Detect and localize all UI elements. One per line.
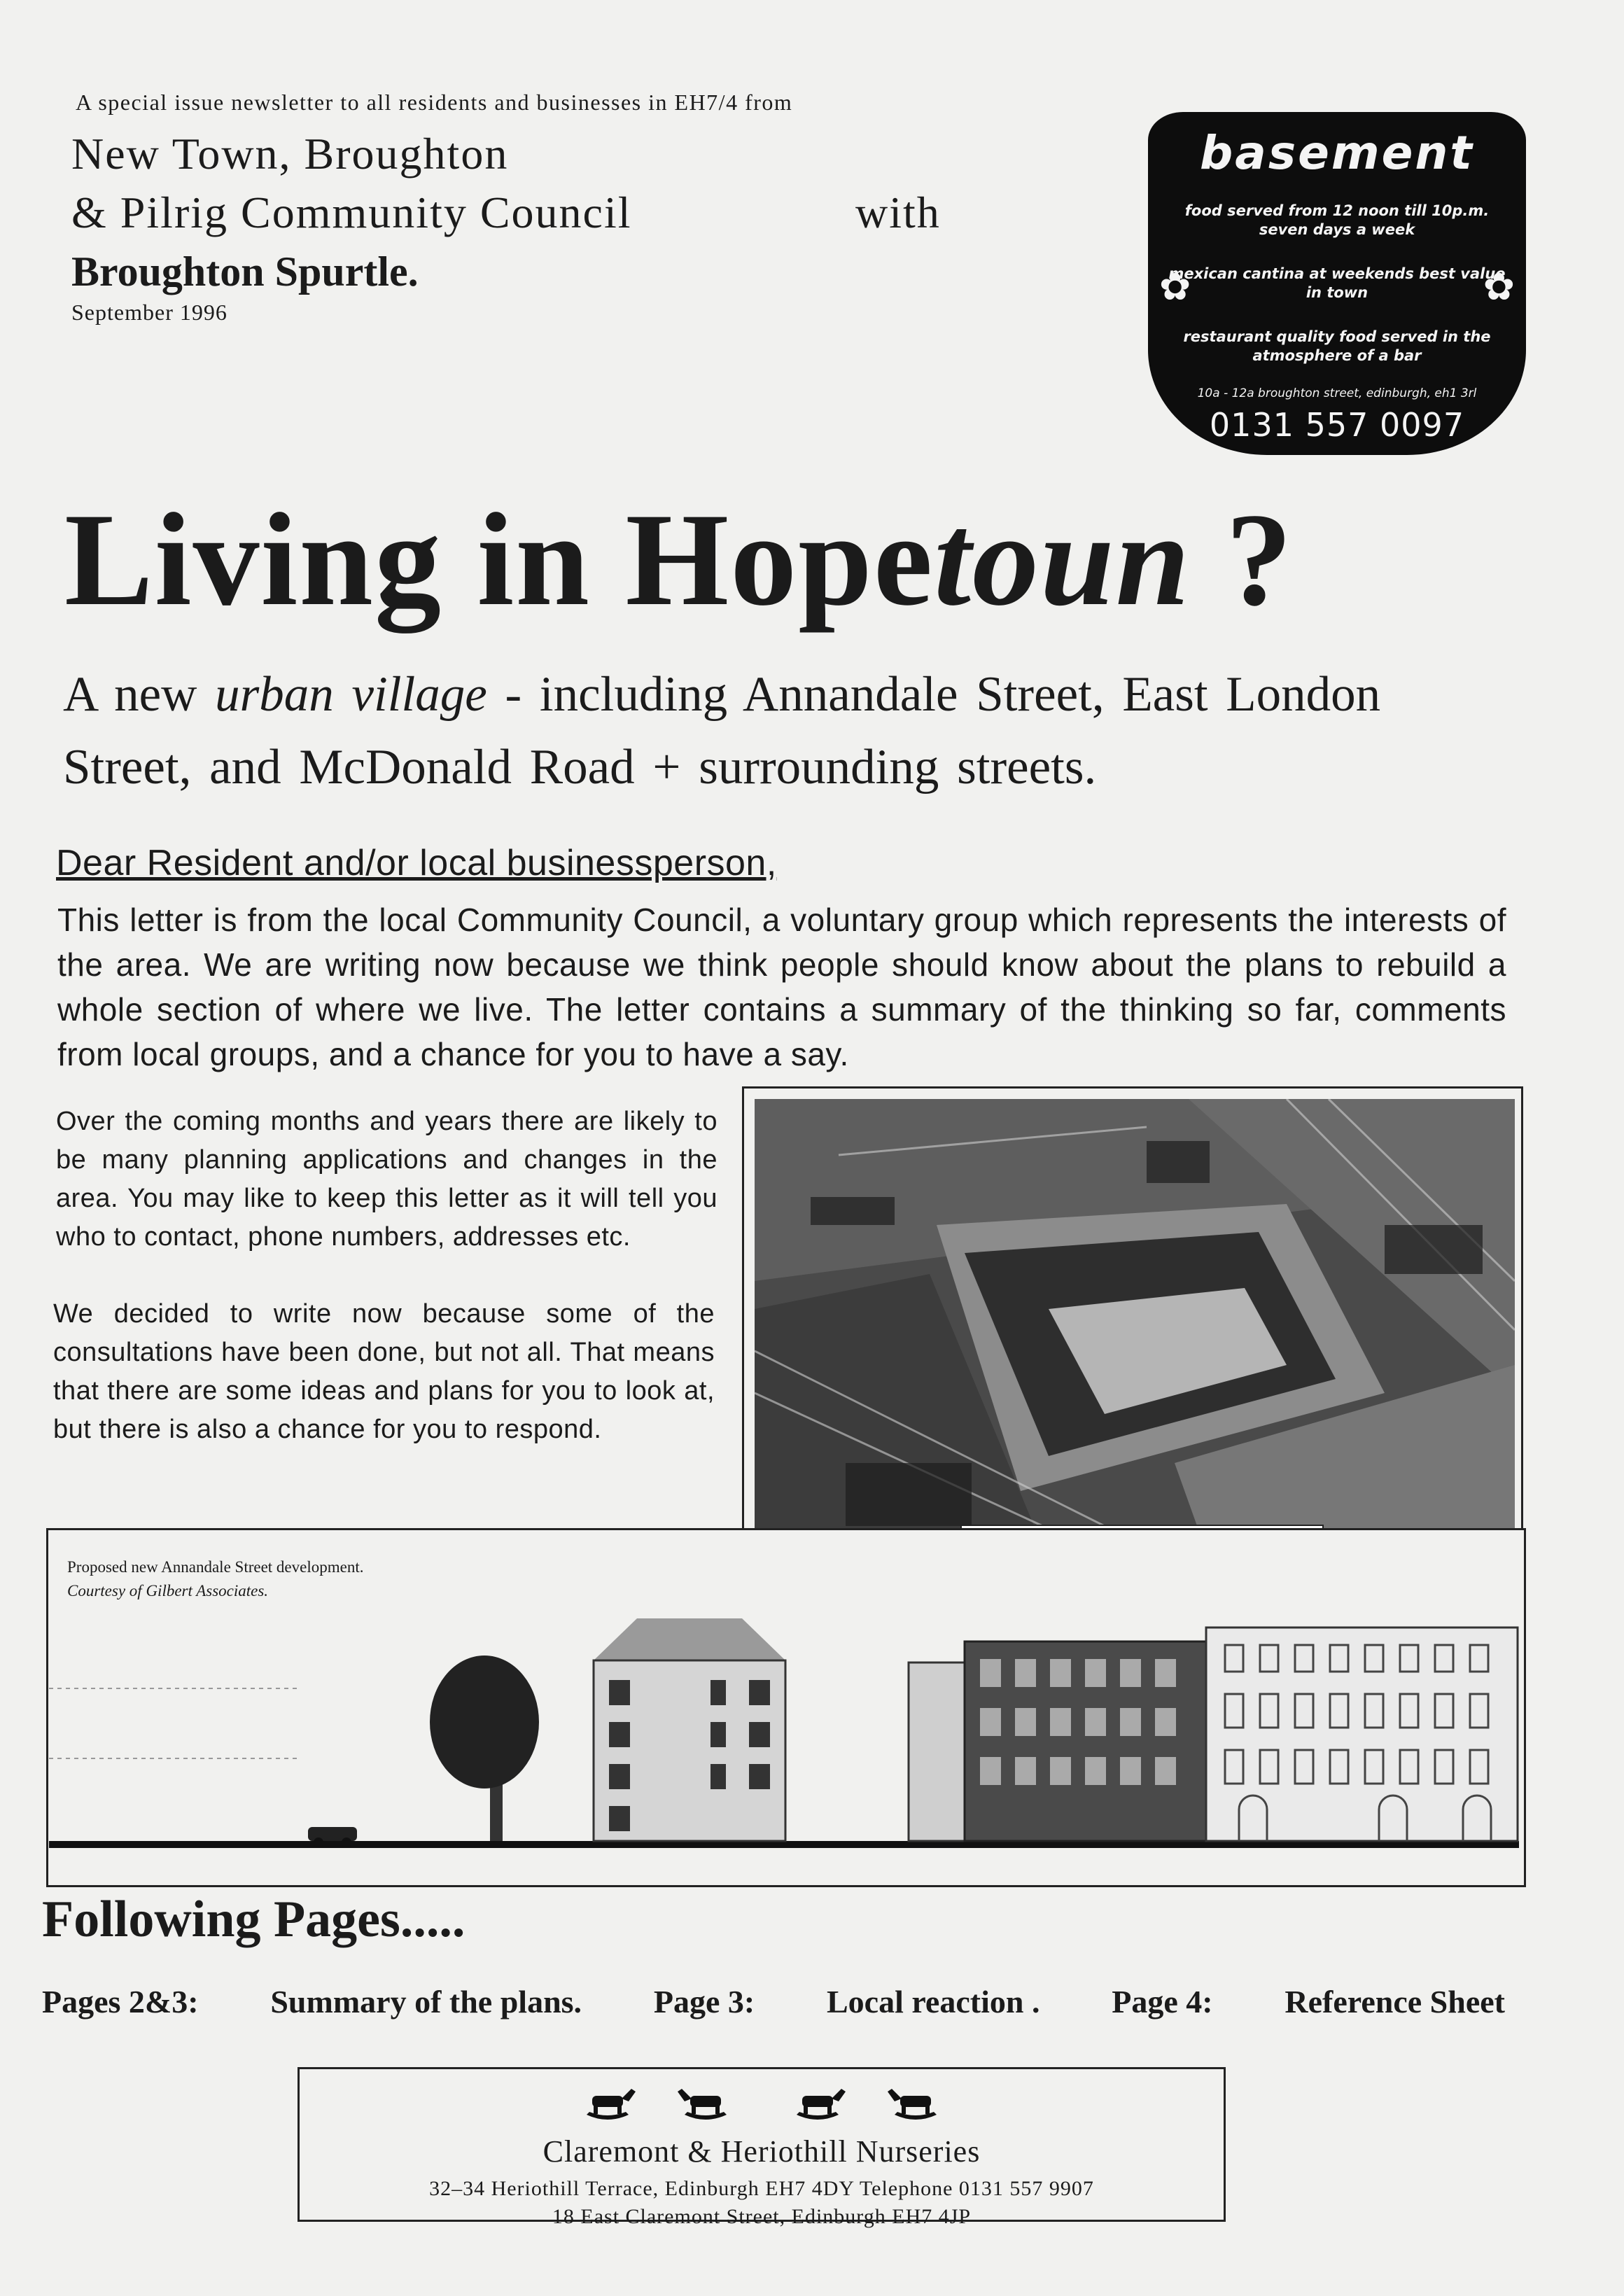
advert-phone: 0131 557 0097	[1209, 406, 1465, 444]
spurtle-name: Broughton Spurtle.	[71, 248, 419, 295]
ornament-icon: ✿	[1483, 265, 1515, 309]
council-name-line2: & Pilrig Community Council	[71, 188, 632, 237]
development-caption: Proposed new Annandale Street development.	[67, 1558, 364, 1576]
headline-italic: toun	[934, 486, 1191, 634]
letter-intro-paragraph: This letter is from the local Community Council, a voluntary group which represents the interests of the area. We are writing now because we think people should know about the plans to rebuild a whole section of where we live. The letter contains a summary of the thinking so far, comments from local groups, and a chance for you to have a say.	[57, 902, 1506, 1072]
development-credit: Courtesy of Gilbert Associates.	[67, 1582, 269, 1600]
advert-line: mexican cantina at weekends best value in town	[1168, 265, 1506, 301]
letter-paragraph: Over the coming months and years there are likely to be many planning applications and changes in the area. You may like to keep this letter as it will tell you who to contact, phone numbers, addresses etc.	[56, 1107, 718, 1252]
page-label: Pages 2&3:	[42, 1984, 199, 2019]
advert-name: basement	[1200, 126, 1474, 180]
council-name-line1: New Town, Broughton	[71, 129, 509, 178]
advert-line: restaurant quality food served in the atmosphere of a bar	[1183, 328, 1491, 364]
page-label: Page 3:	[653, 1984, 755, 2019]
headline-start: Living in Hope	[64, 486, 934, 634]
headline-end: ?	[1191, 486, 1294, 634]
page-label: Page 4:	[1112, 1984, 1213, 2019]
page-description: Local reaction .	[826, 1984, 1040, 2019]
nursery-address: 18 East Claremont Street, Edinburgh EH7 4JP	[552, 2205, 972, 2228]
following-pages-title: Following Pages.....	[42, 1891, 465, 1948]
aerial-photo-illustration	[755, 1099, 1515, 1561]
subheadline-end: - including Annandale Street, East London Street, and McDonald Road + surrounding streets.	[63, 667, 1381, 794]
letter-salutation: Dear Resident and/or local businessperson,	[56, 843, 777, 883]
nursery-advert	[298, 2067, 1226, 2228]
rocking-horse-icons	[566, 2083, 958, 2125]
nursery-name: Claremont & Heriothill Nurseries	[542, 2134, 981, 2169]
development-elevation	[49, 1568, 1519, 1865]
rocking-horse-row	[300, 2083, 1224, 2125]
page-description: Reference Sheet	[1284, 1984, 1505, 2019]
main-headline	[64, 483, 1294, 637]
elevation-drawing	[49, 1568, 1519, 1862]
basement-advert	[1148, 112, 1526, 455]
following-pages-list	[42, 1983, 1505, 2020]
nursery-address: 32–34 Heriothill Terrace, Edinburgh EH7 4DY Telephone 0131 557 9907	[429, 2177, 1094, 2200]
ornament-icon: ✿	[1159, 265, 1191, 309]
page-description: Summary of the plans.	[270, 1984, 582, 2019]
subheadline-start: A new	[63, 667, 216, 722]
issue-date: September 1996	[71, 300, 227, 325]
newsletter-intro: A special issue newsletter to all residents and businesses in EH7/4 from	[76, 90, 793, 115]
aerial-photo	[755, 1099, 1515, 1561]
subheadline-italic: urban village	[215, 667, 487, 722]
letter-paragraph: We decided to write now because some of the consultations have been done, but not all. That means that there are some ideas and plans for you to look at, but there is also a chance for you to respond.	[53, 1299, 715, 1444]
with-label: with	[855, 188, 941, 237]
advert-address: 10a - 12a broughton street, edinburgh, eh1 3rl	[1197, 386, 1477, 400]
advert-line: food served from 12 noon till 10p.m. seven days a week	[1184, 202, 1490, 238]
subheadline	[63, 658, 1519, 804]
